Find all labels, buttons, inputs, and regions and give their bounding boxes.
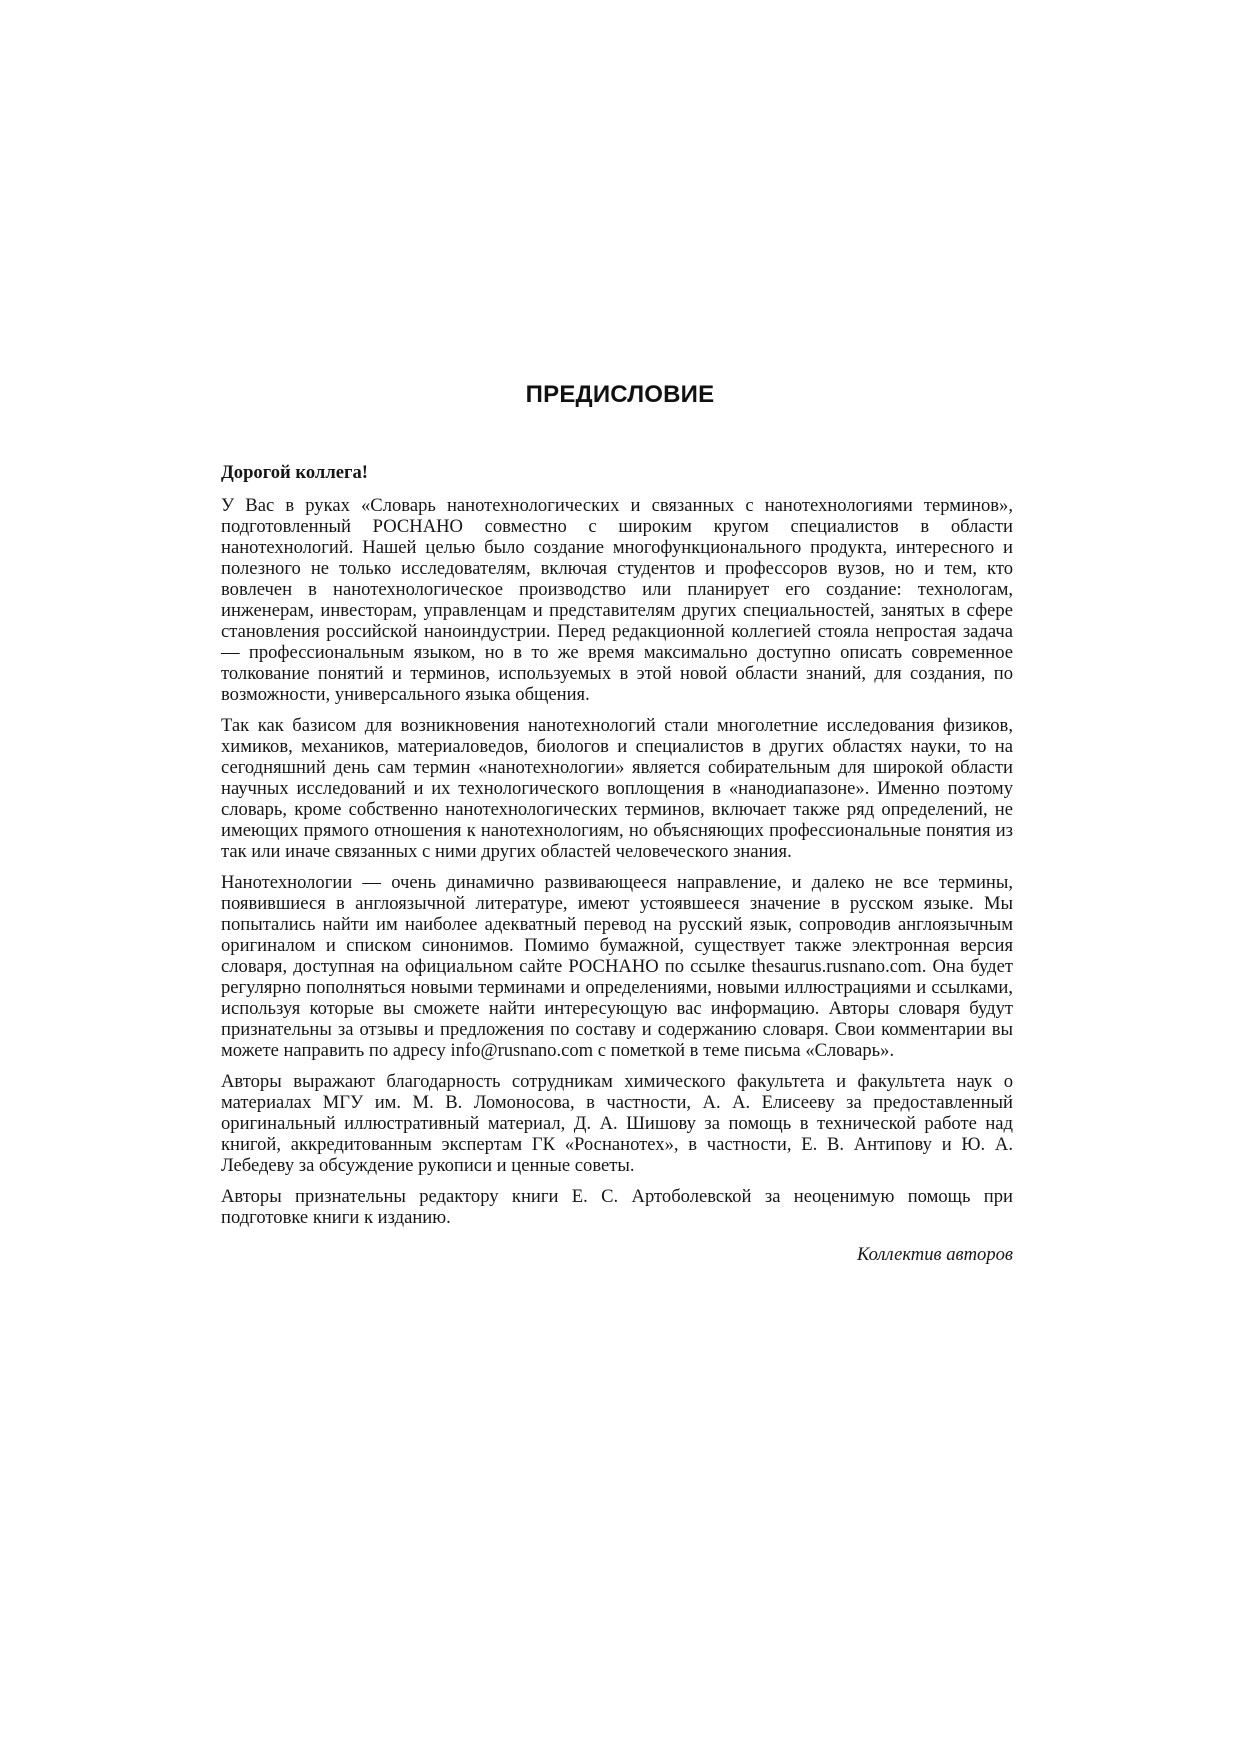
paragraph-editor-thanks: Авторы признательны редактору книги Е. С. Артоболевской за неоценимую помощь при подготовке книги к изданию. <box>221 1186 1013 1228</box>
paragraph-dynamics: Нанотехнологии — очень динамично развивающееся направление, и далеко не все термины, появившиеся в англоязычной литературе, имеют устоявшееся значение в русском языке. Мы попытались найти им наиболее адекватный перевод на русский язык, сопроводив англоязычным оригиналом и списком синонимов. Помимо бумажной, существует также электронная версия словаря, доступная на официальном сайте РОСНАНО по ссылке thesaurus.rusnano.com. Она будет регулярно пополняться новыми терминами и определениями, новыми иллюстрациями и ссылками, используя которые вы сможете найти интересующую вас информацию. Авторы словаря будут признательны за отзывы и предложения по составу и содержанию словаря. Свои комментарии вы можете направить по адресу info@rusnano.com с пометкой в теме письма «Словарь». <box>221 872 1013 1061</box>
paragraph-intro: У Вас в руках «Словарь нанотехнологических и связанных с нанотехнологиями терминов», подготовленный РОСНАНО совместно с широким кругом специалистов в области нанотехнологий. Нашей целью было создание многофункционального продукта, интересного и полезного не только исследователям, включая студентов и профессоров вузов, но и тем, кто вовлечен в нанотехнологическое производство или планирует его создание: технологам, инженерам, инвесторам, управленцам и представителям других специальностей, занятых в сфере становления российской наноиндустрии. Перед редакционной коллегией стояла непростая задача — профессиональным языком, но в то же время максимально доступно описать современное толкование понятий и терминов, используемых в этой новой области знаний, для создания, по возможности, универсального языка общения. <box>221 495 1013 705</box>
paragraph-basis: Так как базисом для возникновения нанотехнологий стали многолетние исследования физиков, химиков, механиков, материаловедов, биологов и специалистов в других областях науки, то на сегодняшний день сам термин «нанотехнологии» является собирательным для широкой области научных исследований и их технологического воплощения в «нанодиапазоне». Именно поэтому словарь, кроме собственно нанотехнологических терминов, включает также ряд определений, не имеющих прямого отношения к нанотехнологиям, но объясняющих профессиональные понятия из так или иначе связанных с ними других областей человеческого знания. <box>221 715 1013 862</box>
page-title: ПРЕДИСЛОВИЕ <box>525 381 715 408</box>
preface-body <box>221 462 1013 1265</box>
greeting: Дорогой коллега! <box>221 462 368 483</box>
signature: Коллектив авторов <box>856 1244 1013 1265</box>
paragraph-acknowledgements: Авторы выражают благодарность сотрудникам химического факультета и факультета наук о материалах МГУ им. М. В. Ломоносова, в частности, А. А. Елисееву за предоставленный оригинальный иллюстративный материал, Д. А. Шишову за помощь в технической работе над книгой, аккредитованным экспертам ГК «Роснанотех», в частности, Е. В. Антипову и Ю. А. Лебедеву за обсуждение рукописи и ценные советы. <box>221 1071 1013 1176</box>
